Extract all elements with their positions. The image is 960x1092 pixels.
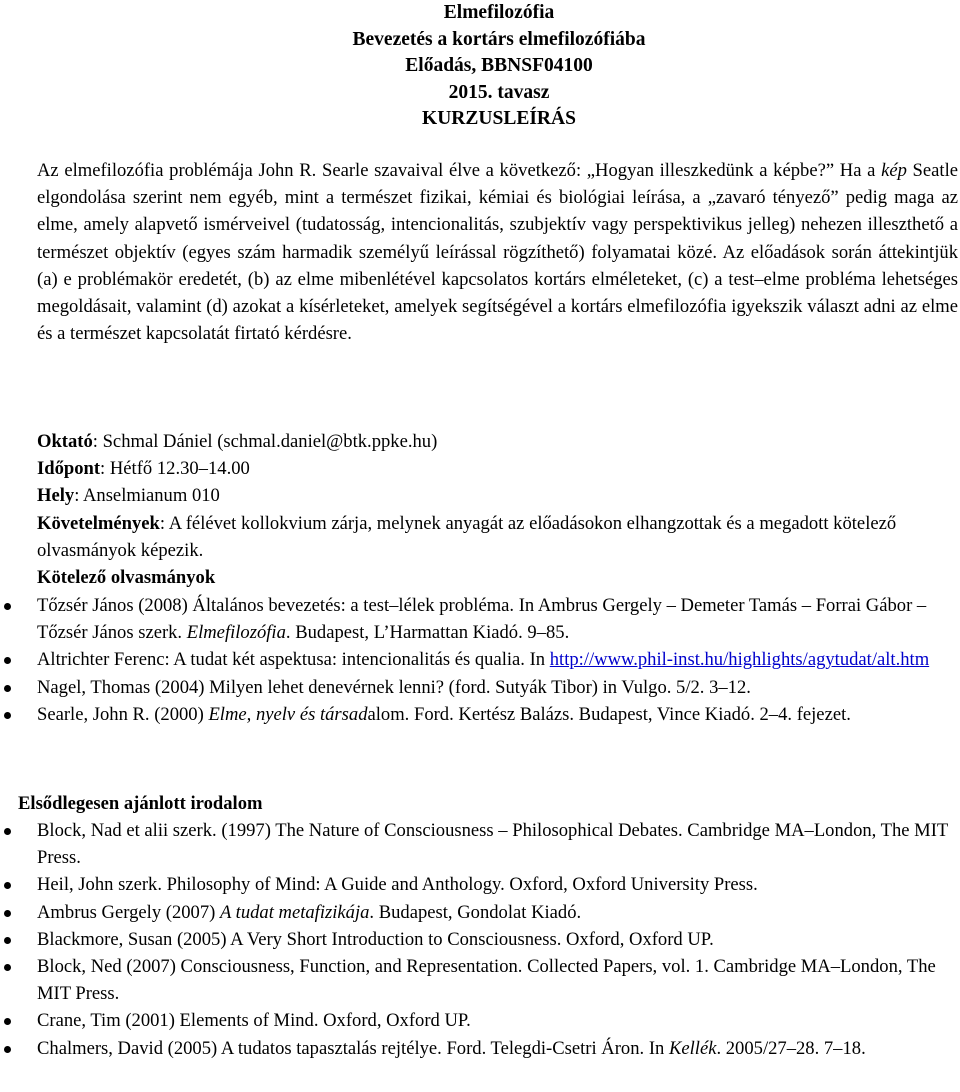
item-text: Nagel, Thomas (2004) Milyen lehet denevérnek lenni? (ford. Sutyák Tibor) in Vulgo. 5/2. 3–12. xyxy=(37,676,751,698)
course-subtitle: Bevezetés a kortárs elmefilozófiába xyxy=(352,28,646,50)
list-item xyxy=(0,871,960,898)
recommended-literature-title: Elsődlegesen ajánlott irodalom xyxy=(18,793,263,814)
recommended-literature-list xyxy=(0,817,960,1062)
teacher-line xyxy=(37,428,958,455)
place-value: : Anselmianum 010 xyxy=(74,485,220,507)
item-title: Elmefilozófia xyxy=(186,622,286,644)
item-text: Altrichter Ferenc: A tudat két aspektusa: intencionalitás és qualia. In xyxy=(37,649,550,671)
course-description xyxy=(37,157,958,347)
required-readings-title: Kötelező olvasmányok xyxy=(37,567,216,589)
list-item xyxy=(0,899,960,926)
time-line xyxy=(37,455,958,482)
description-emphasis: kép xyxy=(881,160,907,181)
description-text-start: Az elmefilozófia problémája John R. Searle szavaival élve a következő: „Hogyan illeszkedünk a képbe?” Ha a xyxy=(37,160,882,181)
item-text: Tőzsér János (2008) Általános bevezetés: a test–lélek probléma. In Ambrus Gergely – Demeter Tamás – Forrai Gábor – Tőzsér János szerk. xyxy=(37,595,927,644)
course-semester: 2015. tavasz xyxy=(448,81,550,103)
list-item xyxy=(0,817,960,871)
course-header xyxy=(0,0,960,133)
item-title: A tudat metafizikája xyxy=(219,901,370,923)
teacher-value: : Schmal Dániel (schmal.daniel@btk.ppke.hu) xyxy=(92,431,438,452)
item-text: Crane, Tim (2001) Elements of Mind. Oxford, Oxford UP. xyxy=(37,1010,471,1032)
place-line xyxy=(37,482,958,509)
item-title: Kellék xyxy=(668,1037,717,1059)
description-text-rest: Seatle elgondolása szerint nem egyéb, mint a természet fizikai, kémiai és biológiai leírása, a „zavaró tényező” pedig maga az elme, amely alapvető ismérveivel (tudatosság, intencionalitás, szubjektív vagy perspektivikus jelleg) nehezen illeszthető a természet objektív (egyes szám harmadik személyű leírással rögzíthető) folyamatai közé. Az előadások során áttekintjük (a) e problémakör eredetét, (b) az elme mibenlétével kapcsolatos kortárs elméleteket, (c) a test–elme probléma lehetséges megoldásait, valamint (d) azokat a kísérleteket, amelyek segítségével a kortárs elmefilozófia igyekszik választ adni az elme és a természet kapcsolatát firtató kérdésre. xyxy=(37,160,958,345)
teacher-label: Oktató xyxy=(37,431,93,452)
item-text: Chalmers, David (2005) A tudatos tapasztalás rejtélye. Ford. Telegdi-Csetri Áron. In xyxy=(37,1037,669,1059)
list-item xyxy=(0,1007,960,1034)
item-text: Blackmore, Susan (2005) A Very Short Introduction to Consciousness. Oxford, Oxford UP. xyxy=(37,928,714,950)
requirements-label: Követelmények xyxy=(37,512,160,534)
time-label: Időpont xyxy=(37,458,101,480)
requirements-line xyxy=(37,510,958,564)
item-text-end: . Budapest, Gondolat Kiadó. xyxy=(369,901,582,923)
item-text: Block, Ned (2007) Consciousness, Function, and Representation. Collected Papers, vol. 1. Cambridge MA–London, The MIT Press. xyxy=(37,956,936,1005)
course-title: Elmefilozófia xyxy=(443,2,555,23)
item-text-end: alom. Ford. Kertész Balázs. Budapest, Vince Kiadó. 2–4. fejezet. xyxy=(367,703,851,725)
course-code: Előadás, BBNSF04100 xyxy=(405,55,593,76)
list-item xyxy=(0,674,960,701)
course-info xyxy=(37,428,958,591)
list-item xyxy=(0,926,960,953)
item-title: Elme, nyelv és társad xyxy=(208,703,368,725)
external-link[interactable]: http://www.phil-inst.hu/highlights/agytudat/alt.htm xyxy=(549,649,930,671)
item-text: Ambrus Gergely (2007) xyxy=(37,901,220,923)
required-readings-list xyxy=(0,592,960,728)
requirements-value: : A félévet kollokvium zárja, melynek anyagát az előadásokon elhangzottak és a megadott kötelező olvasmányok képezik. xyxy=(37,512,897,561)
list-item xyxy=(0,701,960,728)
list-item xyxy=(0,953,960,1007)
time-value: : Hétfő 12.30–14.00 xyxy=(100,458,250,480)
item-text: Block, Nad et alii szerk. (1997) The Nature of Consciousness – Philosophical Debates. Cambridge MA–London, The MIT Press. xyxy=(37,820,948,869)
place-label: Hely xyxy=(37,485,75,507)
document-type: KURZUSLEÍRÁS xyxy=(422,108,576,129)
item-text-end: . Budapest, L’Harmattan Kiadó. 9–85. xyxy=(285,622,570,644)
list-item xyxy=(0,1035,960,1062)
item-text-end: . 2005/27–28. 7–18. xyxy=(716,1037,866,1059)
list-item xyxy=(0,646,960,673)
item-text: Heil, John szerk. Philosophy of Mind: A Guide and Anthology. Oxford, Oxford University Press. xyxy=(37,874,758,896)
item-text: Searle, John R. (2000) xyxy=(37,703,209,725)
list-item xyxy=(0,592,960,646)
